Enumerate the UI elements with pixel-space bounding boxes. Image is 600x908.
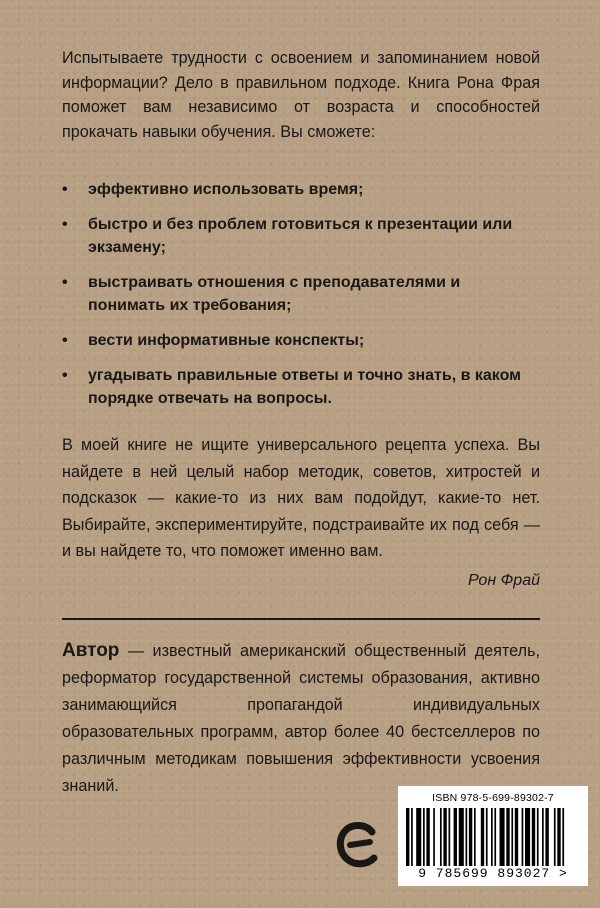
quote-signature: Рон Фрай: [467, 572, 540, 589]
intro-paragraph: Испытываете трудности с освоением и запоминанием новой информации? Дело в правильном подходе. Книга Рона Фрая поможет вам независимо от возраста и способностей прокачать навыки обучения. Вы сможете:: [62, 49, 540, 141]
bullet-icon: •: [62, 181, 68, 198]
isbn-label: ISBN 978-5-699-89302-7: [432, 792, 554, 804]
list-item: • эффективно использовать время;: [62, 178, 540, 201]
author-bio-text: — известный американский общественный деятель, реформатор государственной системы образования, активно занимающийся пропагандой индивидуальных образовательных программ, автор более 40 бестселлеров по различным методикам повышения эффективности усвоения знаний.: [62, 642, 540, 795]
bullet-icon: •: [62, 332, 68, 349]
bullet-icon: •: [62, 274, 68, 291]
benefits-list: [62, 178, 540, 422]
barcode: [398, 786, 588, 886]
list-item: • вести информативные конспекты;: [62, 329, 540, 352]
author-quote: В моей книге не ищите универсального рецепта успеха. Вы найдете в ней целый набор методик, советов, хитростей и подсказок — какие-то из них вам подойдут, какие-то нет. Выбирайте, экспериментируйте, подстраивайте их под себя — и вы найдете то, что поможет именно вам.: [62, 436, 540, 560]
bullet-icon: •: [62, 216, 68, 233]
section-divider: [62, 618, 540, 620]
barcode-bars: [406, 808, 580, 866]
list-item: • быстро и без проблем готовиться к презентации или экзамену;: [62, 213, 540, 259]
author-bio: [62, 637, 540, 800]
author-bio-lead: Автор: [62, 640, 120, 661]
publisher-logo-icon: [336, 818, 382, 868]
bullet-icon: •: [62, 367, 68, 384]
list-item: • угадывать правильные ответы и точно знать, в каком порядке отвечать на вопросы.: [62, 364, 540, 410]
barcode-digits: 9 785699 893027 >: [418, 866, 568, 881]
list-item: • выстраивать отношения с преподавателями и понимать их требования;: [62, 271, 540, 317]
